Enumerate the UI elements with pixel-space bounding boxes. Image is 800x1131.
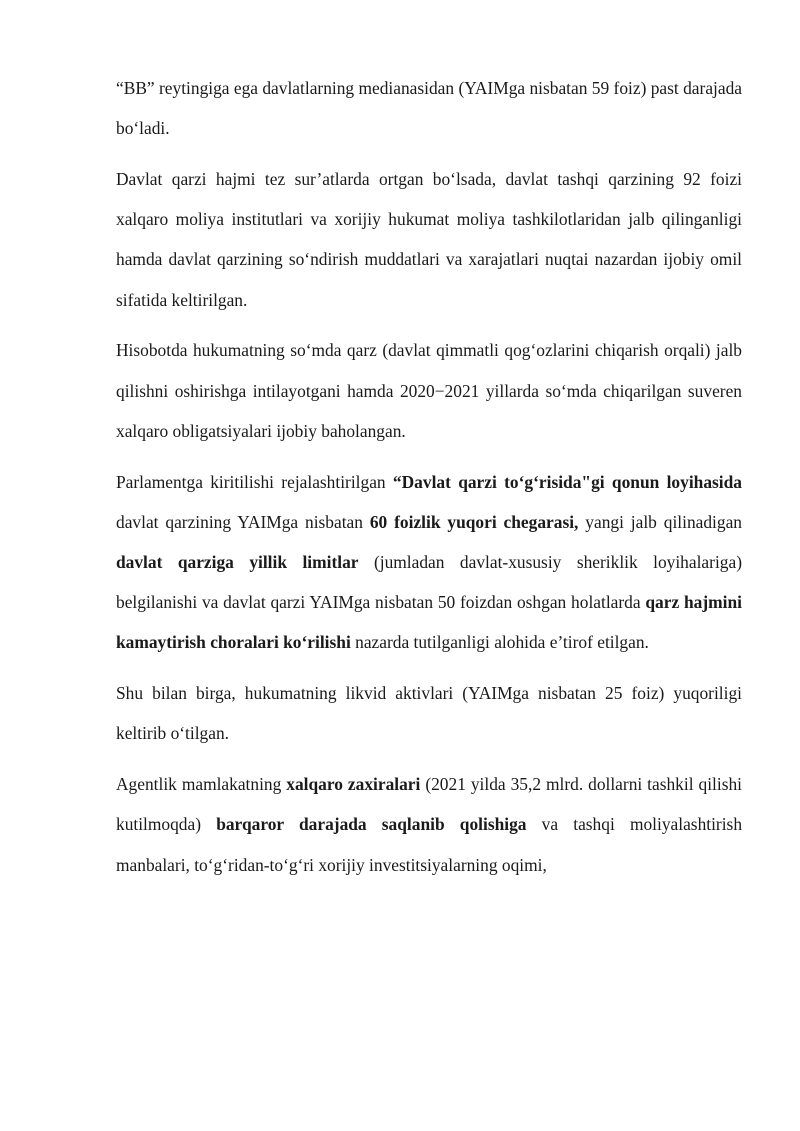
paragraph-som-borrowing bbox=[116, 330, 742, 451]
bold-text-run: barqaror darajada saqlanib qolishiga bbox=[216, 814, 527, 835]
text-run: Shu bilan birga, hukumatning likvid aktivlari (YAIMga nisbatan 25 foiz) yuqoriligi keltirib o‘tilgan. bbox=[116, 683, 742, 744]
text-run: “BB” reytingiga ega davlatlarning medianasidan (YAIMga nisbatan 59 foiz) past darajada bo‘ladi. bbox=[116, 78, 742, 139]
bold-text-run: 60 foizlik yuqori chegarasi, bbox=[369, 511, 579, 532]
text-run: (2021 yilda 35,2 mlrd. dollarni tashkil qilishi kutilmoqda) bbox=[116, 774, 742, 835]
text-run: yangi jalb qilinadigan bbox=[578, 511, 742, 532]
text-run: Parlamentga kiritilishi rejalashtirilgan bbox=[116, 471, 393, 492]
paragraph-reserves bbox=[116, 764, 742, 885]
text-run: davlat qarzining YAIMga nisbatan bbox=[116, 511, 370, 532]
bold-text-run: “Davlat qarzi to‘g‘risida"gi qonun loyihasida bbox=[392, 471, 742, 492]
text-run: Hisobotda hukumatning so‘mda qarz (davlat qimmatli qog‘ozlarini chiqarish orqali) jalb qilishni oshirishga intilayotgani hamda 2020−2021 yillarda so‘mda chiqarilgan suveren xalqaro obligatsiyalari ijobiy baholangan. bbox=[116, 340, 742, 441]
paragraph-bb-rating bbox=[116, 68, 742, 148]
text-run: nazarda tutilganligi alohida e’tirof etilgan. bbox=[350, 632, 649, 653]
paragraph-debt-law bbox=[116, 462, 742, 663]
text-run: Agentlik mamlakatning bbox=[116, 774, 287, 795]
bold-text-run: xalqaro zaxiralari bbox=[286, 774, 421, 795]
paragraph-liquid-assets bbox=[116, 673, 742, 753]
paragraph-debt-growth bbox=[116, 159, 742, 320]
bold-text-run: qarz hajmini kamaytirish choralari ko‘rilishi bbox=[116, 592, 742, 653]
document-body bbox=[116, 68, 742, 895]
text-run: Davlat qarzi hajmi tez sur’atlarda ortgan bo‘lsada, davlat tashqi qarzining 92 foizi xalqaro moliya institutlari va xorijiy hukumat moliya tashkilotlaridan jalb qilinganligi hamda davlat qarzining so‘ndirish muddatlari va xarajatlari nuqtai nazardan ijobiy omil sifatida keltirilgan. bbox=[116, 169, 742, 310]
text-run: (jumladan davlat-xususiy sheriklik loyihalariga) belgilanishi va davlat qarzi YAIMga nisbatan 50 foizdan oshgan holatlarda bbox=[116, 552, 742, 613]
text-run: va tashqi moliyalashtirish manbalari, to‘g‘ridan-to‘g‘ri xorijiy investitsiyalarning oqimi, bbox=[116, 814, 743, 875]
bold-text-run: davlat qarziga yillik limitlar bbox=[116, 552, 359, 573]
